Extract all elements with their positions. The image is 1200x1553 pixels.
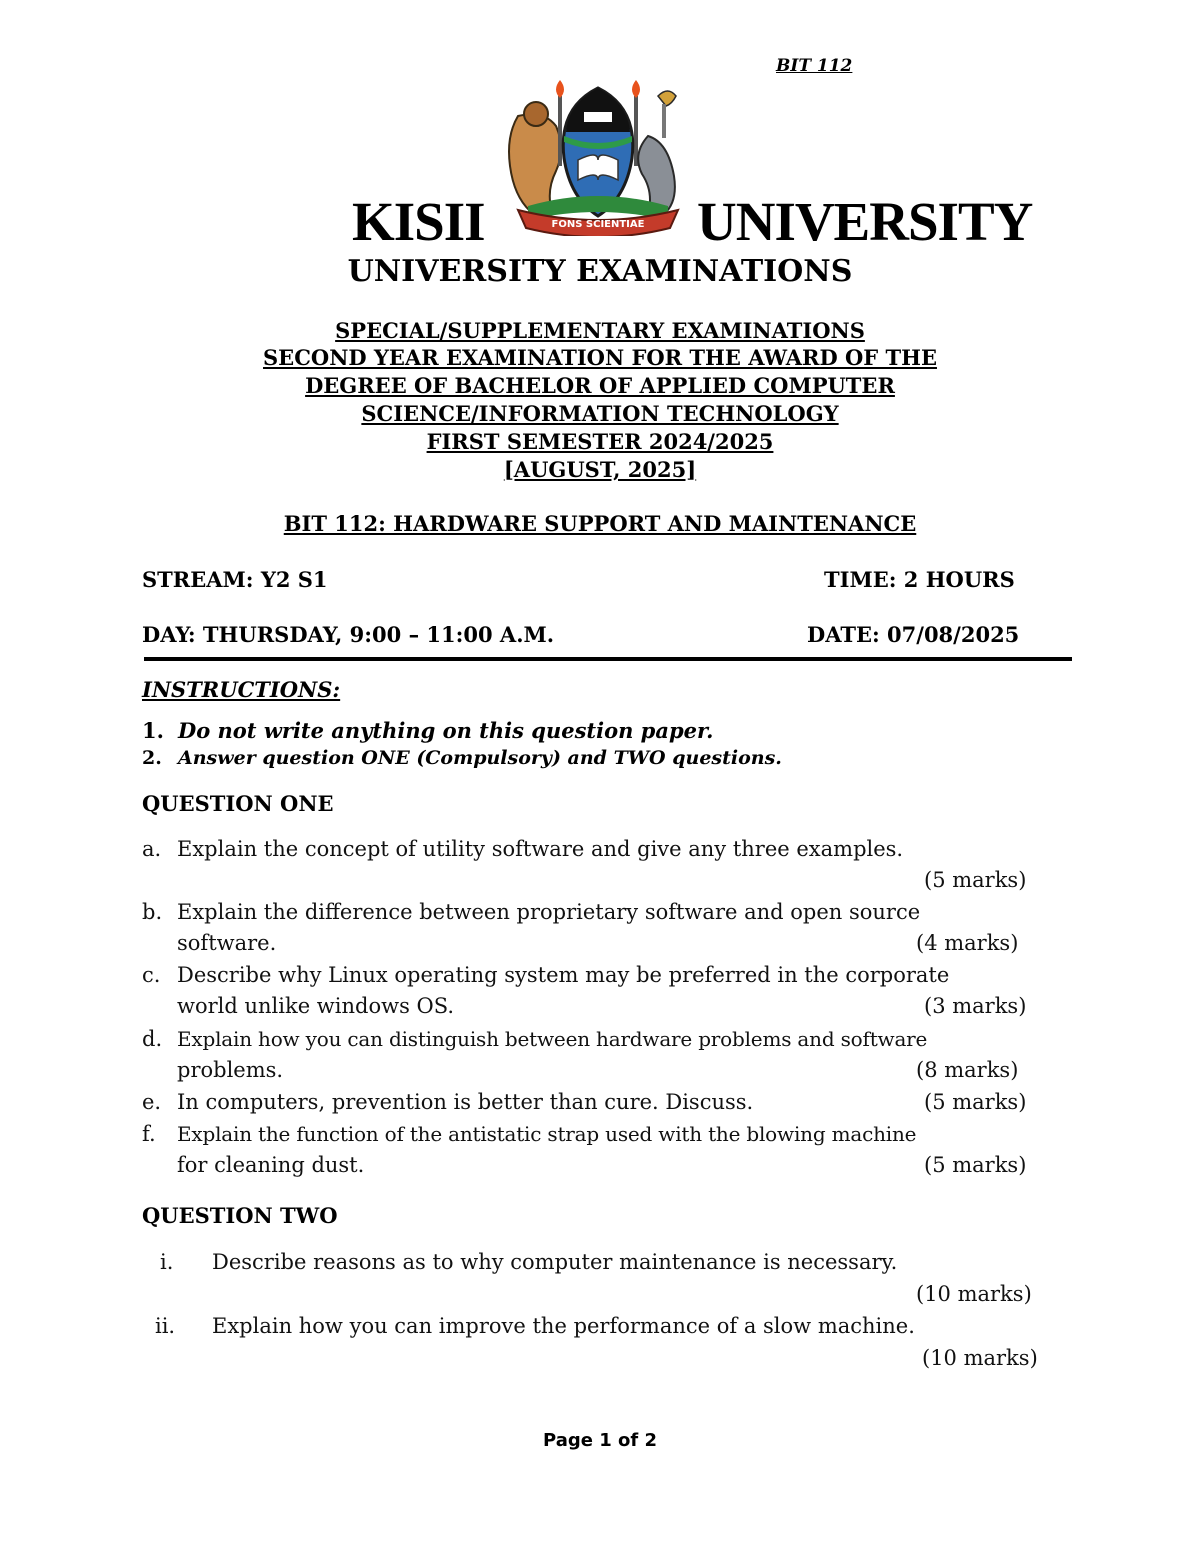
question-one-item-a-text: Explain the concept of utility software and give any three examples.: [177, 837, 904, 861]
question-one-item-c-label: c.: [142, 963, 161, 987]
question-one-item-e-label: e.: [142, 1090, 162, 1114]
question-one-item-a-label: a.: [142, 837, 162, 861]
question-one-item-b-marks: (4 marks): [916, 931, 1019, 955]
question-one-item-f-marks: (5 marks): [924, 1153, 1027, 1177]
stream-label: STREAM: Y2 S1: [142, 567, 328, 592]
question-one-item-c-text-cont: world unlike windows OS.: [177, 994, 455, 1018]
question-one-item-b-label: b.: [142, 900, 163, 924]
question-two-item-ii-marks: (10 marks): [922, 1346, 1038, 1370]
question-one-item-b-text-cont: software.: [177, 931, 277, 955]
exam-line-6: [AUGUST, 2025]: [503, 457, 697, 482]
crest-motto: FONS SCIENTIAE: [551, 219, 645, 230]
exam-line-1: SPECIAL/SUPPLEMENTARY EXAMINATIONS: [335, 318, 865, 343]
question-one-item-f-text-cont: for cleaning dust.: [177, 1153, 365, 1177]
exam-line-4: SCIENCE/INFORMATION TECHNOLOGY: [361, 401, 839, 426]
page-number: Page 1 of 2: [543, 1430, 657, 1451]
question-one-item-b-text: Explain the difference between proprietary software and open source: [177, 900, 921, 924]
question-one-item-d-label: d.: [142, 1027, 163, 1051]
question-two-item-i-text: Describe reasons as to why computer maintenance is necessary.: [212, 1250, 898, 1274]
question-one-item-f-label: f.: [142, 1122, 156, 1146]
question-one-item-a-marks: (5 marks): [924, 868, 1027, 892]
instruction-number: 2.: [142, 747, 162, 769]
question-one-item-d-text-cont: problems.: [177, 1058, 284, 1082]
exam-line-3: DEGREE OF BACHELOR OF APPLIED COMPUTER: [305, 373, 895, 398]
question-one-title: QUESTION ONE: [142, 791, 334, 816]
instruction-item-2: [142, 747, 1078, 769]
instruction-text: Do not write anything on this question paper.: [178, 718, 714, 743]
course-title: BIT 112: HARDWARE SUPPORT AND MAINTENANCE: [283, 511, 917, 536]
time-label: TIME: 2 HOURS: [824, 567, 1015, 592]
exam-line-2: SECOND YEAR EXAMINATION FOR THE AWARD OF THE: [263, 345, 937, 370]
question-two-item-i-marks: (10 marks): [916, 1282, 1032, 1306]
question-one-item-d-text: Explain how you can distinguish between hardware problems and software: [177, 1027, 928, 1051]
question-one-item-d-marks: (8 marks): [916, 1058, 1019, 1082]
question-one-item-c-marks: (3 marks): [924, 994, 1027, 1018]
instruction-number: 1.: [142, 718, 164, 743]
header-divider: [144, 657, 1072, 661]
day-label: DAY: THURSDAY, 9:00 – 11:00 A.M.: [142, 622, 555, 647]
question-two-title: QUESTION TWO: [142, 1203, 338, 1228]
university-name-left: KISII: [352, 191, 485, 252]
question-one-item-c-text: Describe why Linux operating system may be preferred in the corporate: [177, 963, 950, 987]
instruction-text: Answer question ONE (Compulsory) and TWO questions.: [178, 747, 782, 769]
question-one-item-e-marks: (5 marks): [924, 1090, 1027, 1114]
instructions-title: INSTRUCTIONS:: [142, 677, 341, 702]
date-label: DATE: 07/08/2025: [807, 622, 1020, 647]
university-crest-icon: [498, 76, 698, 236]
question-two-item-i-label: i.: [160, 1250, 174, 1274]
exam-line-5: FIRST SEMESTER 2024/2025: [426, 429, 774, 454]
question-two-item-ii-label: ii.: [155, 1314, 176, 1338]
question-one-item-f-text: Explain the function of the antistatic strap used with the blowing machine: [177, 1122, 917, 1146]
instruction-item-1: [142, 718, 1078, 743]
question-one-item-e-text: In computers, prevention is better than cure. Discuss.: [177, 1090, 754, 1114]
exam-title: UNIVERSITY EXAMINATIONS: [347, 254, 853, 289]
question-two-item-ii-text: Explain how you can improve the performance of a slow machine.: [212, 1314, 915, 1338]
university-name-right: UNIVERSITY: [697, 191, 1033, 252]
course-code-header: BIT 112: [776, 56, 853, 76]
